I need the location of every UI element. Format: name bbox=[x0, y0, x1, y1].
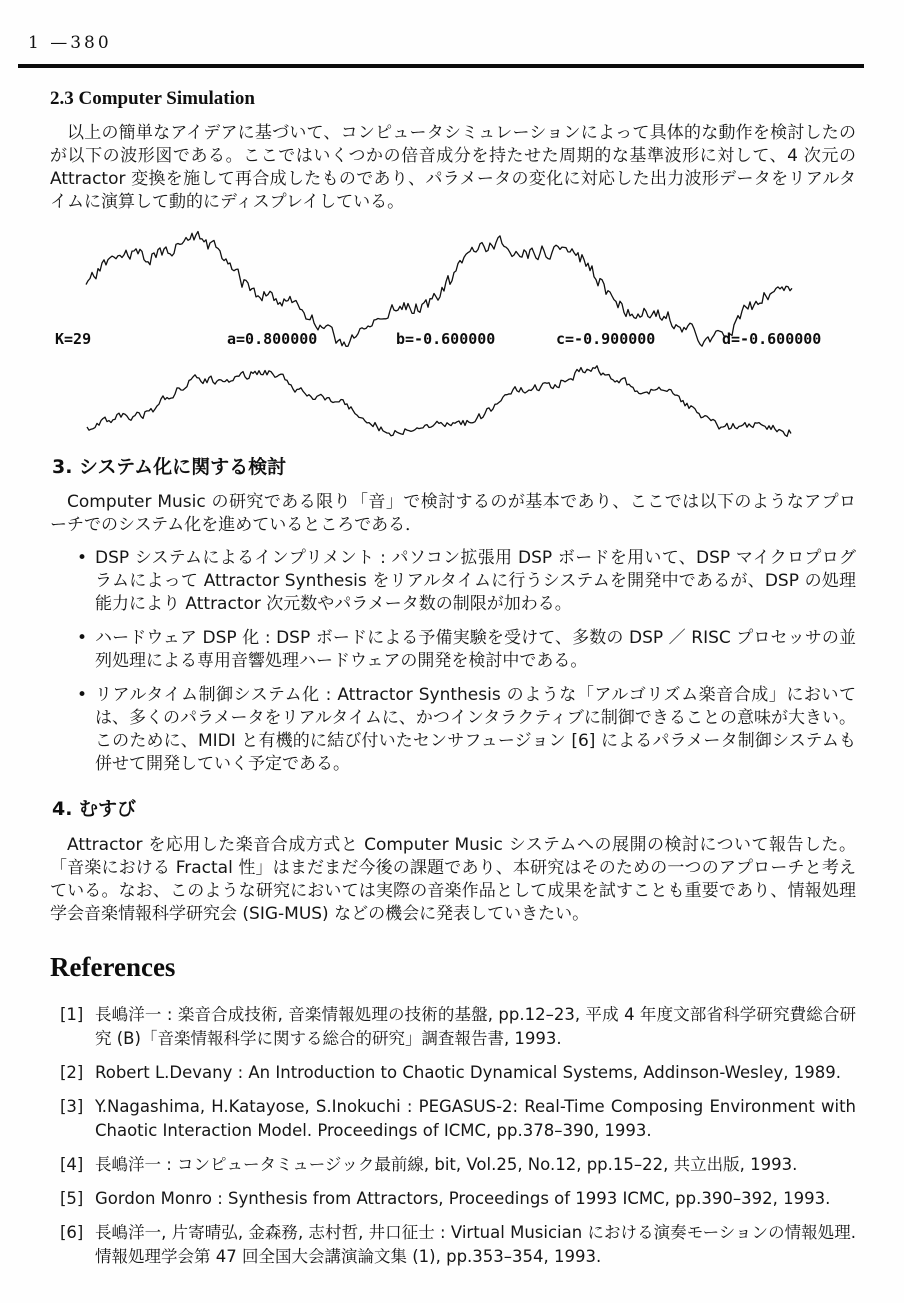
section-3-heading: 3. システム化に関する検討 bbox=[52, 456, 287, 478]
reference-list bbox=[50, 1003, 856, 1269]
waveform-figure bbox=[0, 228, 904, 443]
reference-text: Y.Nagashima, H.Katayose, S.Inokuchi : PEGASUS-2: Real-Time Composing Environment with Chaotic Interaction Model. Proceedings of ICMC, pp.378–390, 1993. bbox=[95, 1097, 856, 1140]
reference-text: 長嶋洋一 : コンピュータミュージック最前線, bit, Vol.25, No.12, pp.15–22, 共立出版, 1993. bbox=[95, 1155, 798, 1174]
list-item-hardware-dsp: • ハードウェア DSP 化 : DSP ボードによる予備実験を受けて、多数の DSP ／ RISC プロセッサの並列処理による専用音響処理ハードウェアの開発を検討中である。 bbox=[95, 627, 856, 673]
reference-marker: [2] bbox=[60, 1063, 84, 1082]
reference-text: Gordon Monro : Synthesis from Attractors, Proceedings of 1993 ICMC, pp.390–392, 1993. bbox=[95, 1189, 831, 1208]
reference-text: 長嶋洋一, 片寄晴弘, 金森務, 志村哲, 井口征士 : Virtual Musician における演奏モーションの情報処理. 情報処理学会第 47 回全国大会講演論文集 (1), pp.353–354, 1993. bbox=[95, 1223, 856, 1266]
page-content bbox=[50, 84, 856, 1279]
reference-item bbox=[60, 1221, 856, 1269]
section-3-intro: Computer Music の研究である限り「音」で検討するのが基本であり、ここでは以下のようなアプローチでのシステム化を進めているところである． bbox=[50, 492, 856, 535]
param-label-d: d=-0.600000 bbox=[722, 330, 822, 348]
page-number: 1 —380 bbox=[28, 33, 112, 53]
reference-marker: [6] bbox=[60, 1223, 84, 1242]
list-item-realtime-control: • リアルタイム制御システム化 : Attractor Synthesis のような「アルゴリズム楽音合成」においては、多くのパラメータをリアルタイムに、かつインタラクティブに制御できることの意味が大きい。このために、MIDI と有機的に結び付いたセンサフュージョン [6] によるパラメータ制御システムも併せて開発していく予定である。 bbox=[95, 684, 856, 776]
param-label-a: a=0.800000 bbox=[227, 330, 318, 348]
reference-item bbox=[60, 1187, 856, 1211]
param-label-c: c=-0.900000 bbox=[556, 330, 656, 348]
reference-marker: [4] bbox=[60, 1155, 84, 1174]
reference-item bbox=[60, 1153, 856, 1177]
reference-marker: [3] bbox=[60, 1097, 84, 1116]
param-label-b: b=-0.600000 bbox=[396, 330, 496, 348]
section-4-heading: 4. むすび bbox=[52, 798, 137, 820]
reference-marker: [5] bbox=[60, 1189, 84, 1208]
approach-list bbox=[50, 547, 856, 776]
section-2-3-paragraph: 以上の簡単なアイデアに基づいて、コンピュータシミュレーションによって具体的な動作を検討したのが以下の波形図である。ここではいくつかの倍音成分を持たせた周期的な基準波形に対して、4 次元の Attractor 変換を施して再合成したものであり、パラメータの変化に対応した出力波形データをリアルタイムに演算して動的にディスプレイしている。 bbox=[50, 123, 856, 212]
header-rule bbox=[18, 64, 864, 68]
references-heading: References bbox=[50, 952, 176, 982]
reference-item bbox=[60, 1061, 856, 1085]
reference-item bbox=[60, 1003, 856, 1051]
lower-waveform-trace bbox=[87, 366, 791, 437]
param-label-k: K=29 bbox=[55, 330, 92, 348]
reference-marker: [1] bbox=[60, 1005, 84, 1024]
list-item-dsp-implement: • DSP システムによるインプリメント : パソコン拡張用 DSP ボードを用いて、DSP マイクロプログラムによって Attractor Synthesis をリアルタイムに行うシステムを開発中であるが、DSP の処理能力により Attractor 次元数やパラメータ数の制限が加わる。 bbox=[95, 547, 856, 616]
reference-item bbox=[60, 1095, 856, 1143]
section-4-paragraph: Attractor を応用した楽音合成方式と Computer Music システムへの展開の検討について報告した。「音楽における Fractal 性」はまだまだ今後の課題であり、本研究はそのための一つのアプローチと考えている。なお、このような研究においては実際の音楽作品として成果を試すことも重要であり、情報処理学会音楽情報科学研究会 (SIG-MUS) などの機会に発表していきたい。 bbox=[50, 835, 856, 924]
section-2-3-heading: 2.3 Computer Simulation bbox=[50, 88, 255, 109]
reference-text: Robert L.Devany : An Introduction to Chaotic Dynamical Systems, Addinson-Wesley, 1989. bbox=[95, 1063, 841, 1082]
reference-text: 長嶋洋一 : 楽音合成技術, 音楽情報処理の技術的基盤, pp.12–23, 平成 4 年度文部省科学研究費総合研究 (B)「音楽情報科学に関する総合的研究」調査報告書, 1993. bbox=[95, 1005, 856, 1048]
